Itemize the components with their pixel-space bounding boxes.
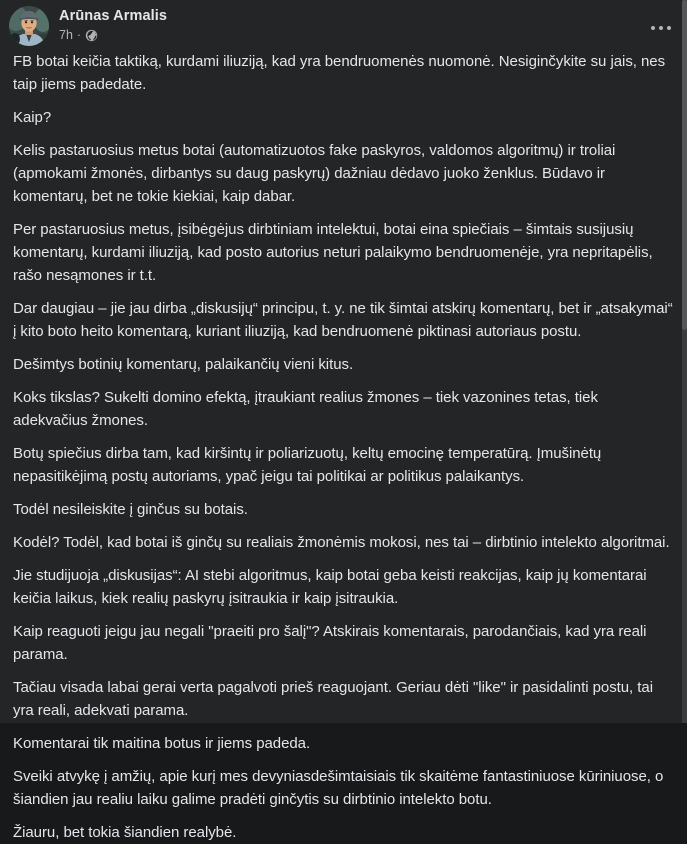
public-globe-icon[interactable] — [85, 29, 98, 42]
post-paragraph: Kelis pastaruosius metus botai (automatizuotos fake paskyros, valdomos algoritmų) ir troliai (apmokami žmonės, dirbantys su daug paskyrų) dažniau dėdavo juoko ženklus. Būdavo ir komentarų, bet ne tokie kiekiai, kaip dabar. — [13, 142, 620, 205]
post-paragraph: Dešimtys botinių komentarų, palaikančių vieni kitus. — [13, 356, 354, 373]
post-author-block — [59, 5, 167, 43]
post-paragraph: Todėl nesileiskite į ginčus su botais. — [13, 501, 248, 518]
post-body — [0, 48, 687, 844]
avatar[interactable] — [9, 6, 49, 46]
post-paragraph: FB botai keičia taktiką, kurdami iliuziją, kad yra bendruomenės nuomonė. Nesiginčykite su jais, nes taip jiems padedate. — [13, 53, 670, 93]
post-paragraph: Kodėl? Todėl, kad botai iš ginčų su realiais žmonėmis mokosi, nes tai – dirbtinio intelekto algoritmai. — [13, 534, 670, 551]
post-paragraph: Koks tikslas? Sukelti domino efektą, įtraukiant realius žmones – tiek vazonines tetas, tiek adekvačius žmones. — [13, 389, 603, 429]
post-paragraph: Per pastaruosius metus, įsibėgėjus dirbtiniam intelektui, botai eina spiečiais – šimtais susijusių komentarų, kurdami iliuziją, kad posto autorius neturi palaikymo bendruomenėje, yra nepritapėlis, rašo nesąmones ir t.t. — [13, 221, 657, 284]
post-paragraph: Botų spiečius dirba tam, kad kiršintų ir poliarizuotų, keltų emocinę temperatūrą. Įmušinėtų nepasitikėjimą postų autoriams, ypač jeigu tai politikai ar politikus palaikantys. — [13, 445, 606, 485]
post-meta — [59, 27, 167, 43]
post-paragraph: Tačiau visada labai gerai verta pagalvoti prieš reaguojant. Geriau dėti "like" ir pasidalinti postu, tai yra reali, adekvati parama. — [13, 679, 658, 719]
more-dot-3 — [667, 26, 671, 30]
more-dot-2 — [659, 26, 663, 30]
avatar-image — [9, 6, 49, 46]
post-header — [0, 0, 687, 48]
post-paragraph: Komentarai tik maitina botus ir jiems padeda. — [13, 735, 311, 752]
post-paragraph: Sveiki atvykę į amžių, apie kurį mes devyniasdešimtaisiais tik skaitėme fantastiniuose kūriniuose, o šiandien jau realiu laiku galime pradėti ginčytis su dirbtinio intelekto botu. — [13, 768, 668, 808]
post-paragraph: Jie studijuoja „diskusijas“: AI stebi algoritmus, kaip botai geba keisti reakcijas, kaip jų komentarai keičia laikus, kiek realių paskyrų įsitraukia ir kaip įsitraukia. — [13, 567, 651, 607]
post-more-options-button[interactable] — [644, 11, 678, 45]
post-paragraph: Kaip reaguoti jeigu jau negali "praeiti pro šalį"? Atskirais komentarais, parodančiais, kad yra reali parama. — [13, 623, 651, 663]
meta-separator-dot: · — [76, 28, 82, 42]
post-paragraph: Dar daugiau – jie jau dirba „diskusijų“ principu, t. y. ne tik šimtai atskirų komentarų, bet ir „atsakymai“ į kito boto heito komentarą, kuriant iliuziją, kad bendruomenė piktinasi autoriaus postu. — [13, 300, 677, 340]
post-paragraph: Žiauru, bet tokia šiandien realybė. — [13, 824, 237, 841]
author-name[interactable]: Arūnas Armalis — [59, 8, 168, 24]
post-paragraph: Kaip? — [13, 109, 52, 126]
post-timestamp[interactable]: 7h — [59, 28, 73, 42]
more-dot-1 — [651, 26, 655, 30]
vertical-scrollbar-thumb[interactable] — [682, 0, 687, 330]
vertical-scrollbar-track[interactable] — [682, 0, 687, 723]
